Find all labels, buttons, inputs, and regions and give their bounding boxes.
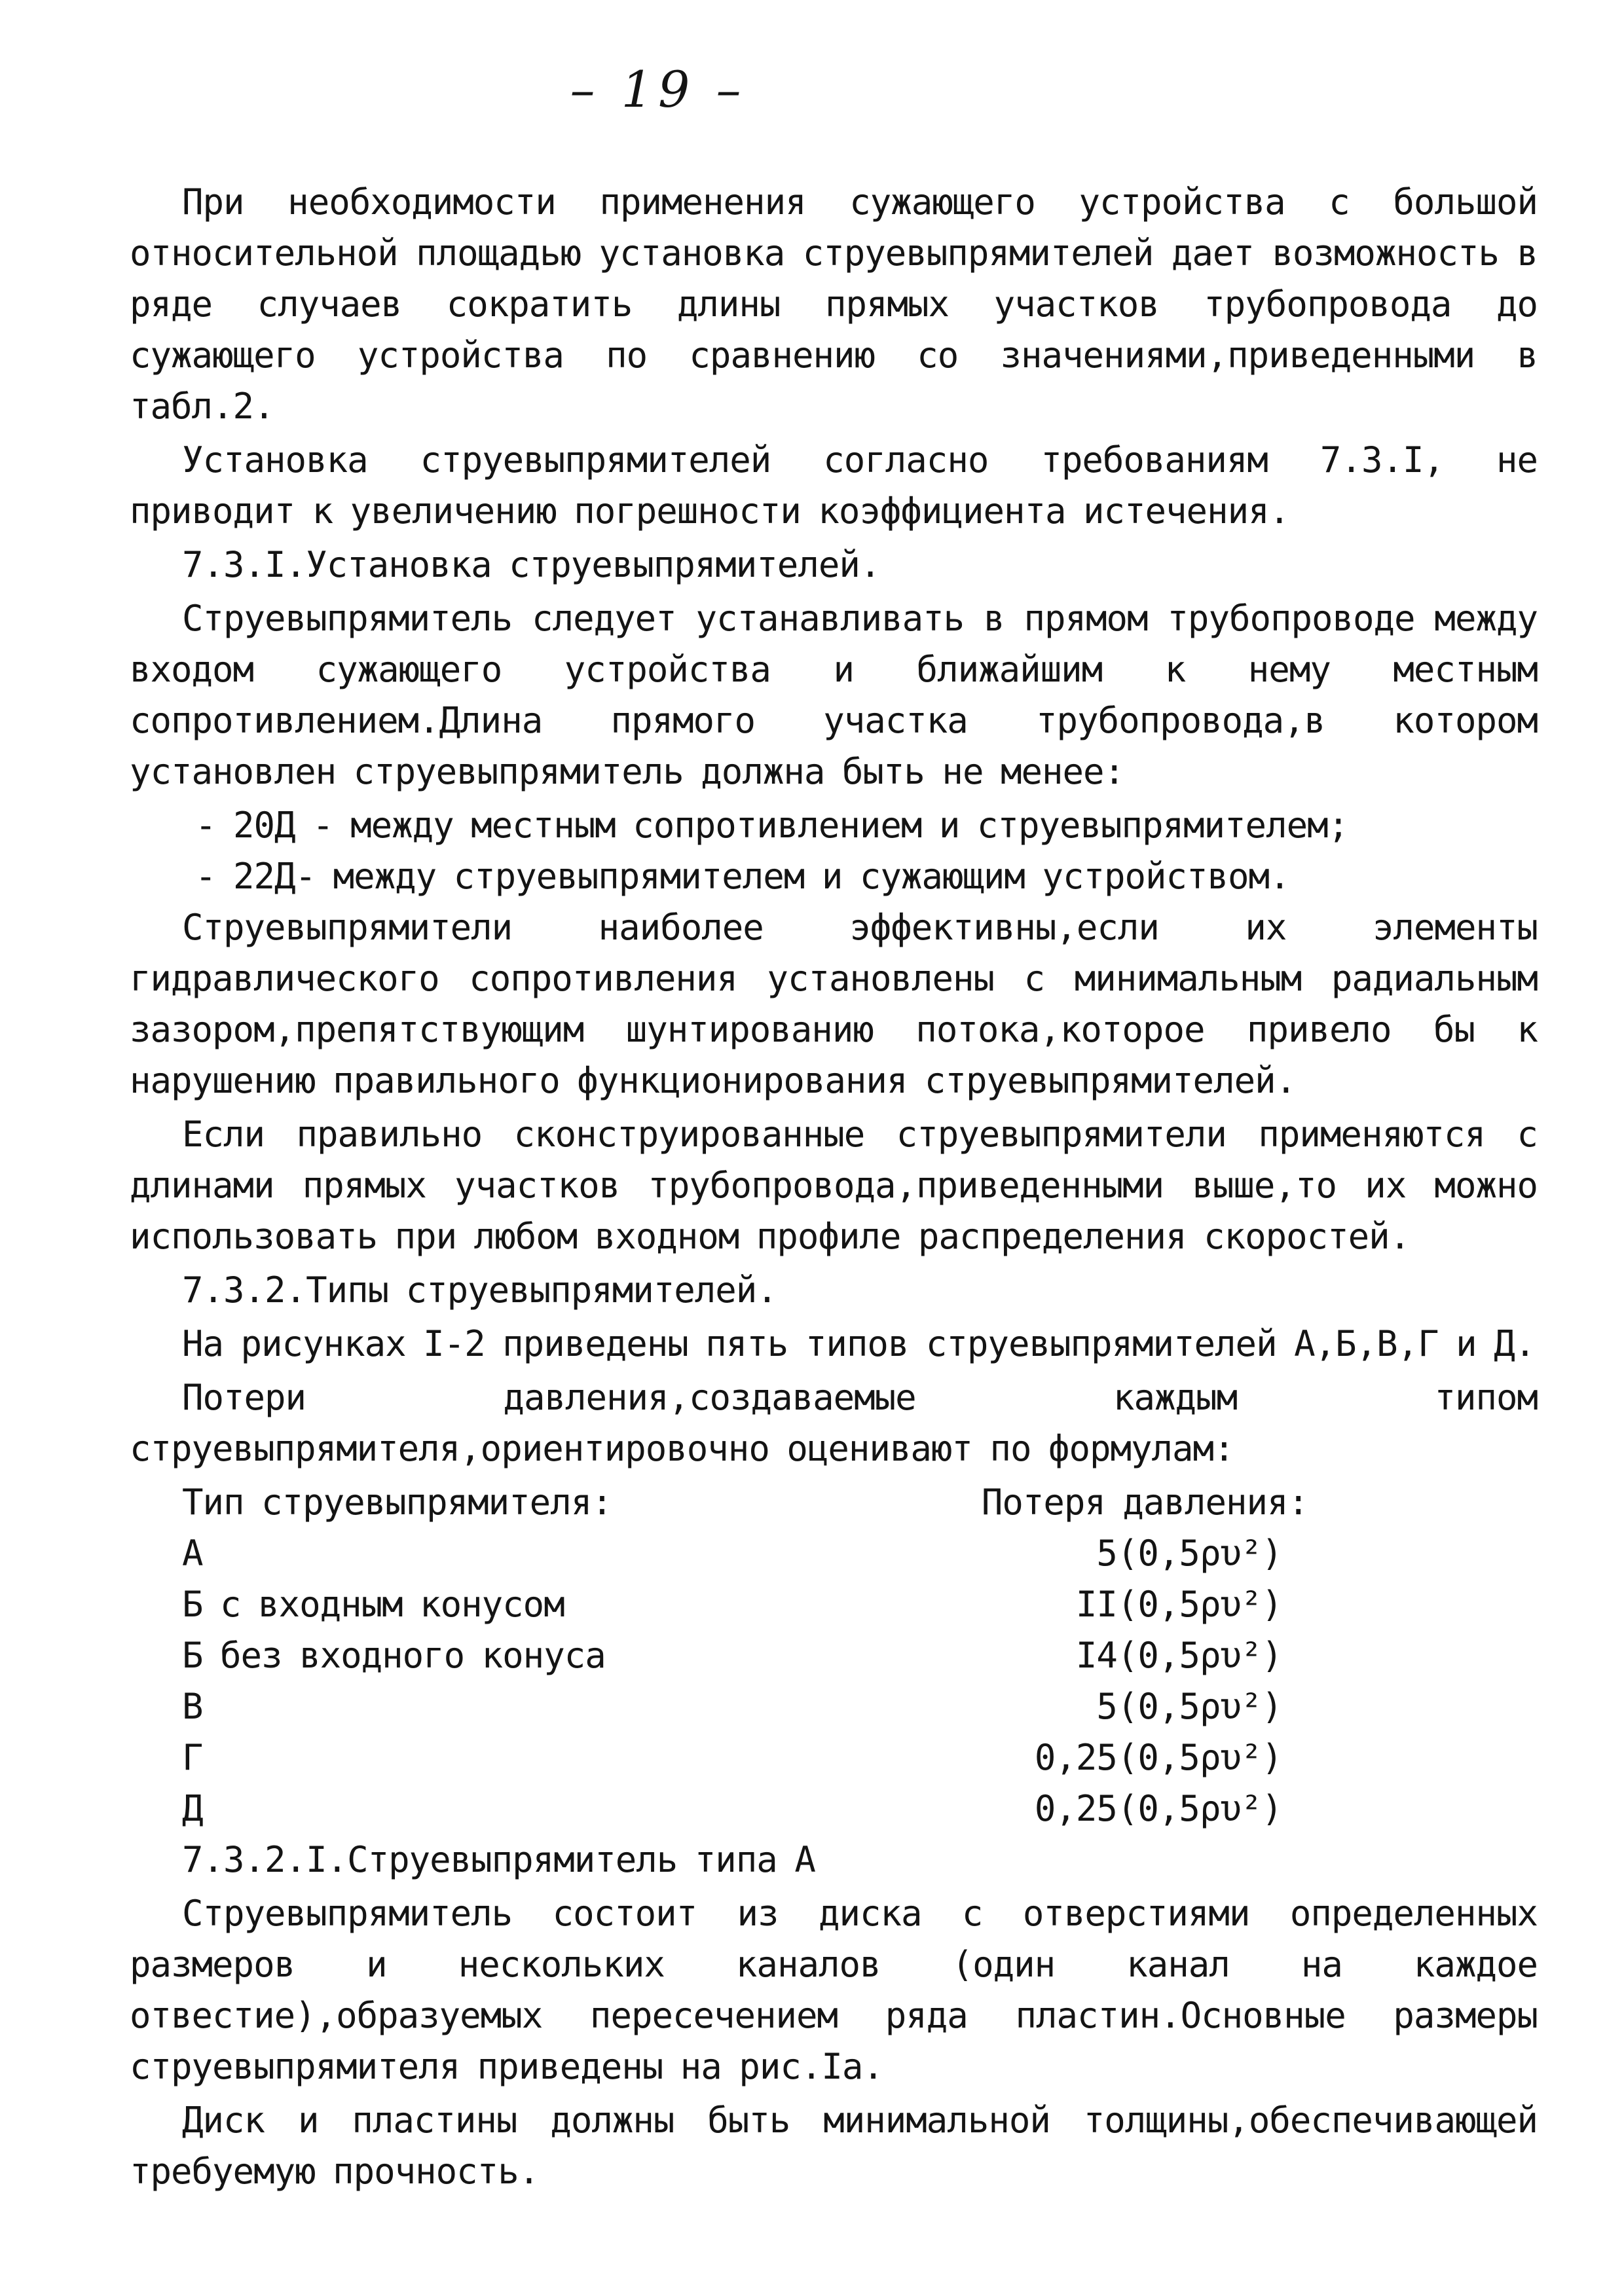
table-cell-type: А	[182, 1533, 203, 1574]
table-cell-type: Б с входным конусом	[182, 1584, 564, 1625]
table-cell-loss: 5(0,5ρυ²)	[1096, 1533, 1282, 1574]
table-header-row	[130, 1477, 1538, 1528]
paragraph-types: На рисунках I-2 приведены пять типов струевыпрямителей А,Б,В,Г и Д.	[182, 1323, 1536, 1364]
list-item: - 22Д- между струевыпрямителем и сужающим устройством.	[195, 856, 1290, 897]
length-requirements-list	[130, 800, 1538, 902]
table-cell-loss: 0,25(0,5ρυ²)	[1034, 1737, 1282, 1778]
table-cell-loss: II(0,5ρυ²)	[1075, 1584, 1282, 1625]
paragraph-type-a-description: Струевыпрямитель состоит из диска с отверстиями определенных размеров и нескольких каналов (один канал на каждое отвестие),образуемых пересечением ряда пластин.Основные размеры струевыпрямителя приведены на рис.Iа.	[130, 1893, 1538, 2087]
document-body	[130, 177, 1538, 2200]
page-number: – 19 –	[570, 60, 747, 118]
section-heading-7-3-2: 7.3.2.Типы струевыпрямителей.	[182, 1269, 777, 1311]
paragraph-effectiveness: Струевыпрямители наиболее эффективны,если их элементы гидравлического сопротивления установлены с минимальным радиальным зазором,препятствующим шунтированию потока,которое привело бы к нарушению правильного функционирования струевыпрямителей.	[130, 907, 1538, 1101]
table-row	[130, 1783, 1538, 1834]
table-cell-loss: 0,25(0,5ρυ²)	[1034, 1788, 1282, 1829]
column-header-loss: Потеря давления:	[981, 1482, 1308, 1523]
paragraph-intro: При необходимости применения сужающего устройства с большой относительной площадью установка струевыпрямителей дает возможность в ряде случаев сократить длины прямых участков трубопровода до сужающего устройства по сравнению со значениями,приведенными в табл.2.	[130, 181, 1538, 427]
table-row	[130, 1630, 1538, 1681]
table-row	[130, 1579, 1538, 1630]
table-cell-type: Б без входного конуса	[182, 1635, 606, 1676]
section-heading-7-3-1: 7.3.I.Установка струевыпрямителей.	[182, 544, 881, 585]
table-cell-loss: I4(0,5ρυ²)	[1075, 1635, 1282, 1676]
table-cell-type: В	[182, 1686, 203, 1727]
table-row	[130, 1528, 1538, 1579]
table-cell-loss: 5(0,5ρυ²)	[1096, 1686, 1282, 1727]
list-item: - 20Д - между местным сопротивлением и струевыпрямителем;	[195, 805, 1349, 846]
table-cell-type: Д	[182, 1788, 203, 1829]
paragraph-thickness: Диск и пластины должны быть минимальной толщины,обеспечивающей требуемую прочность.	[130, 2100, 1538, 2192]
paragraph-pressure-loss: Потери давления,создаваемые каждым типом струевыпрямителя,ориентировочно оценивают по формулам:	[130, 1377, 1538, 1469]
table-row	[130, 1732, 1538, 1783]
paragraph-usage: Если правильно сконструированные струевыпрямители применяются с длинами прямых участков трубопровода,приведенными выше,то их можно использовать при любом входном профиле распределения скоростей.	[130, 1114, 1538, 1257]
section-heading-7-3-2-1: 7.3.2.I.Струевыпрямитель типа А	[182, 1839, 815, 1880]
paragraph-requirements: Установка струевыпрямителей согласно требованиям 7.3.I, не приводит к увеличению погрешности коэффициента истечения.	[130, 439, 1538, 532]
table-row	[130, 1681, 1538, 1732]
pressure-loss-table	[130, 1477, 1538, 1834]
column-header-type: Тип струевыпрямителя:	[182, 1482, 612, 1523]
table-cell-type: Г	[182, 1737, 203, 1778]
paragraph-installation: Струевыпрямитель следует устанавливать в прямом трубопроводе между входом сужающего устройства и ближайшим к нему местным сопротивлением.Длина прямого участка трубопровода,в котором установлен струевыпрямитель должна быть не менее:	[130, 598, 1538, 792]
